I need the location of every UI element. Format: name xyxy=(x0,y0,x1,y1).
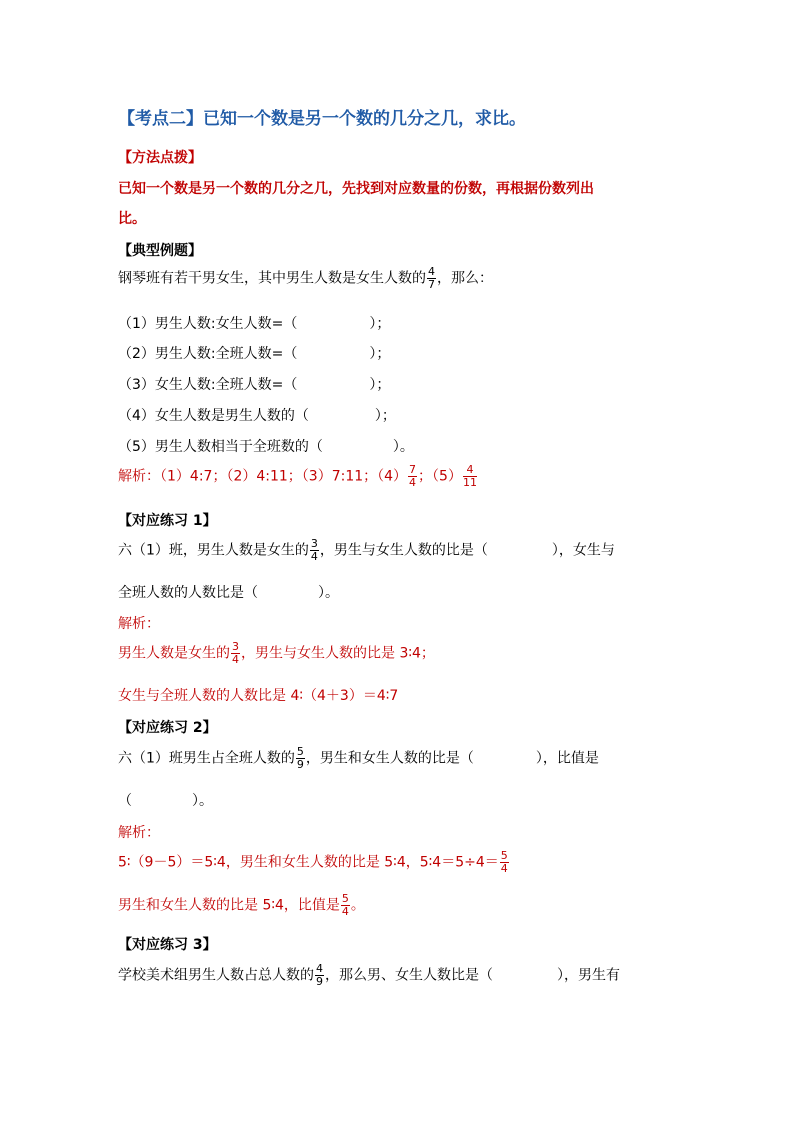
practice-1-label: 【对应练习 1】 xyxy=(118,513,217,529)
fraction: $\frac{7}{4}$ xyxy=(409,463,417,489)
example-intro-post: ，那么： xyxy=(437,270,493,287)
example-question-4: （4）女生人数是男生人数的（ ）； xyxy=(118,408,396,424)
section-heading: 【考点二】已知一个数是另一个数的几分之几，求比。 xyxy=(118,109,526,129)
example-label: 【典型例题】 xyxy=(118,243,202,259)
fraction: $\frac{4}{11}$ xyxy=(462,463,477,489)
practice-2-answer-line1: 5∶（9－5）＝5∶4，男生和女生人数的比是 5∶4，5∶4＝5÷4＝ $\frac{5}{4}$ xyxy=(118,849,508,875)
fraction: $\frac{3}{4}$ xyxy=(310,537,318,563)
practice-1-answer-label: 解析： xyxy=(118,616,160,632)
practice-2-line2: （ ）。 xyxy=(118,793,213,809)
fraction: $\frac{5}{4}$ xyxy=(341,892,349,918)
example-intro xyxy=(118,266,493,291)
fraction: $\frac{5}{9}$ xyxy=(296,745,304,771)
practice-1-line2: 全班人数的人数比是（ ）。 xyxy=(118,585,339,601)
method-text-line1: 已知一个数是另一个数的几分之几，先找到对应数量的份数，再根据份数列出 xyxy=(118,181,594,197)
method-text-line2: 比。 xyxy=(118,211,146,227)
practice-2-line1: 六（1）班男生占全班人数的 $\frac{5}{9}$ ，男生和女生人数的比是（ ），比值是 xyxy=(118,745,599,771)
practice-3-label: 【对应练习 3】 xyxy=(118,937,217,953)
example-intro-pre: 钢琴班有若干男女生，其中男生人数是女生人数的 xyxy=(118,270,426,287)
practice-2-label: 【对应练习 2】 xyxy=(118,720,217,736)
fraction: $\frac{5}{4}$ xyxy=(500,849,508,875)
fraction: $\frac{4}{9}$ xyxy=(316,962,323,988)
method-label: 【方法点拨】 xyxy=(118,150,202,166)
practice-1-answer-line1: 男生人数是女生的 $\frac{3}{4}$ ，男生与女生人数的比是 3∶4； xyxy=(118,640,435,666)
fraction: $\frac{4}{7}$ xyxy=(428,265,435,291)
practice-1-answer-line2: 女生与全班人数的人数比是 4∶（4＋3）＝4∶7 xyxy=(118,688,399,704)
example-question-3: （3）女生人数:全班人数=（ ）； xyxy=(118,377,391,393)
example-answer: 解析：（1）4:7；（2）4:11；（3）7:11；（4） $\frac{7}{4}$ ；（5） $\frac{4}{11}$ xyxy=(118,463,477,489)
example-question-1: （1）男生人数:女生人数=（ ）； xyxy=(118,316,391,332)
practice-1-line1: 六（1）班，男生人数是女生的 $\frac{3}{4}$ ，男生与女生人数的比是（ ），女生与 xyxy=(118,537,615,563)
practice-2-answer-label: 解析： xyxy=(118,825,160,841)
practice-3-line1: 学校美术组男生人数占总人数的 $\frac{4}{9}$ ，那么男、女生人数比是（ ），男生有 xyxy=(118,962,620,988)
example-question-2: （2）男生人数:全班人数=（ ）； xyxy=(118,346,391,362)
example-question-5: （5）男生人数相当于全班数的（ ）。 xyxy=(118,439,414,455)
fraction: $\frac{3}{4}$ xyxy=(232,640,239,666)
practice-2-answer-line2: 男生和女生人数的比是 5∶4，比值是 $\frac{5}{4}$ 。 xyxy=(118,892,365,918)
